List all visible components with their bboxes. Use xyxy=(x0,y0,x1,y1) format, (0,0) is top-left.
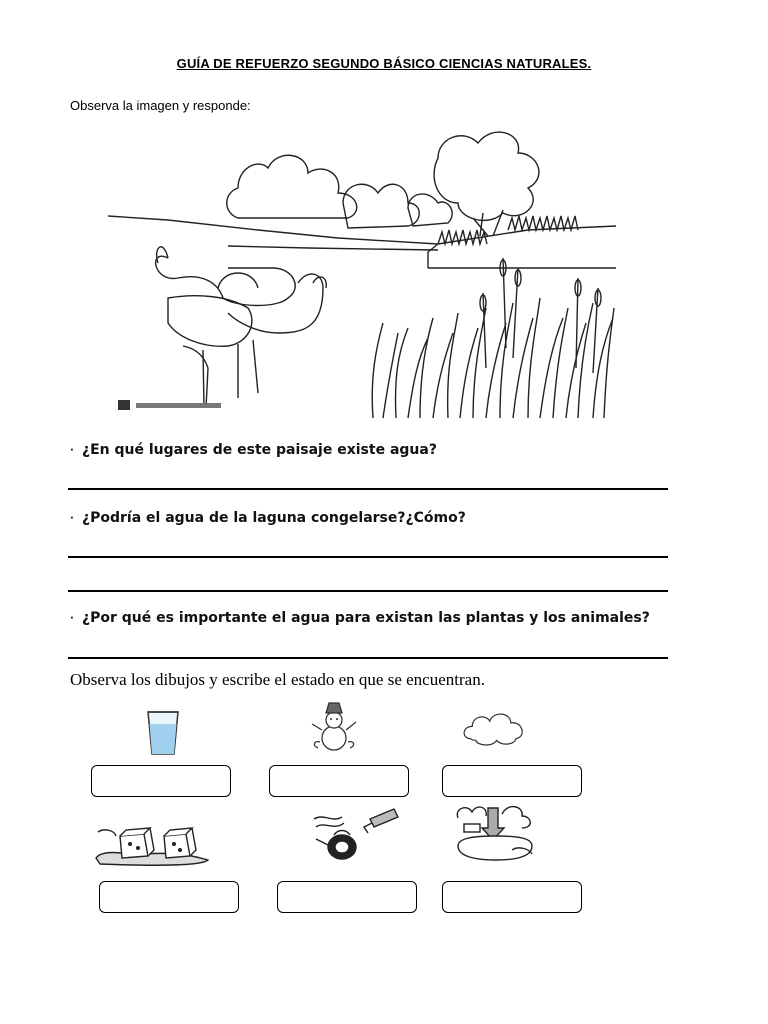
snowman-icon xyxy=(300,700,370,754)
instruction-text: Observa los dibujos y escribe el estado en que se encuentran. xyxy=(70,670,485,689)
question-text: ¿Por qué es importante el agua para existan las plantas y los animales? xyxy=(82,610,650,626)
question-text: ¿Podría el agua de la laguna congelarse?¿Cómo? xyxy=(82,510,466,526)
answer-line[interactable] xyxy=(68,657,668,659)
question-1 xyxy=(70,442,437,458)
melting-ice-cubes-icon xyxy=(92,822,212,868)
water-glass-icon xyxy=(128,706,198,760)
answer-line[interactable] xyxy=(68,556,668,558)
boiling-kettle-icon xyxy=(310,805,400,865)
bullet: · xyxy=(70,612,74,624)
answer-line[interactable] xyxy=(68,590,668,592)
answer-box[interactable] xyxy=(91,765,231,797)
answer-box[interactable] xyxy=(99,881,239,913)
cloud-icon xyxy=(460,702,530,756)
answer-box[interactable] xyxy=(442,881,582,913)
question-text: ¿En qué lugares de este paisaje existe agua? xyxy=(82,442,437,458)
question-2 xyxy=(70,510,466,526)
answer-line[interactable] xyxy=(68,488,668,490)
answer-box[interactable] xyxy=(277,881,417,913)
answer-box[interactable] xyxy=(442,765,582,797)
question-3 xyxy=(70,610,650,626)
bullet: · xyxy=(70,512,74,524)
evaporating-pot-icon xyxy=(452,800,542,866)
bullet: · xyxy=(70,444,74,456)
lagoon-landscape-image xyxy=(108,118,616,424)
page-title: GUÍA DE REFUERZO SEGUNDO BÁSICO CIENCIAS NATURALES. xyxy=(176,56,592,71)
answer-box[interactable] xyxy=(269,765,409,797)
intro-text: Observa la imagen y responde: xyxy=(70,98,251,113)
